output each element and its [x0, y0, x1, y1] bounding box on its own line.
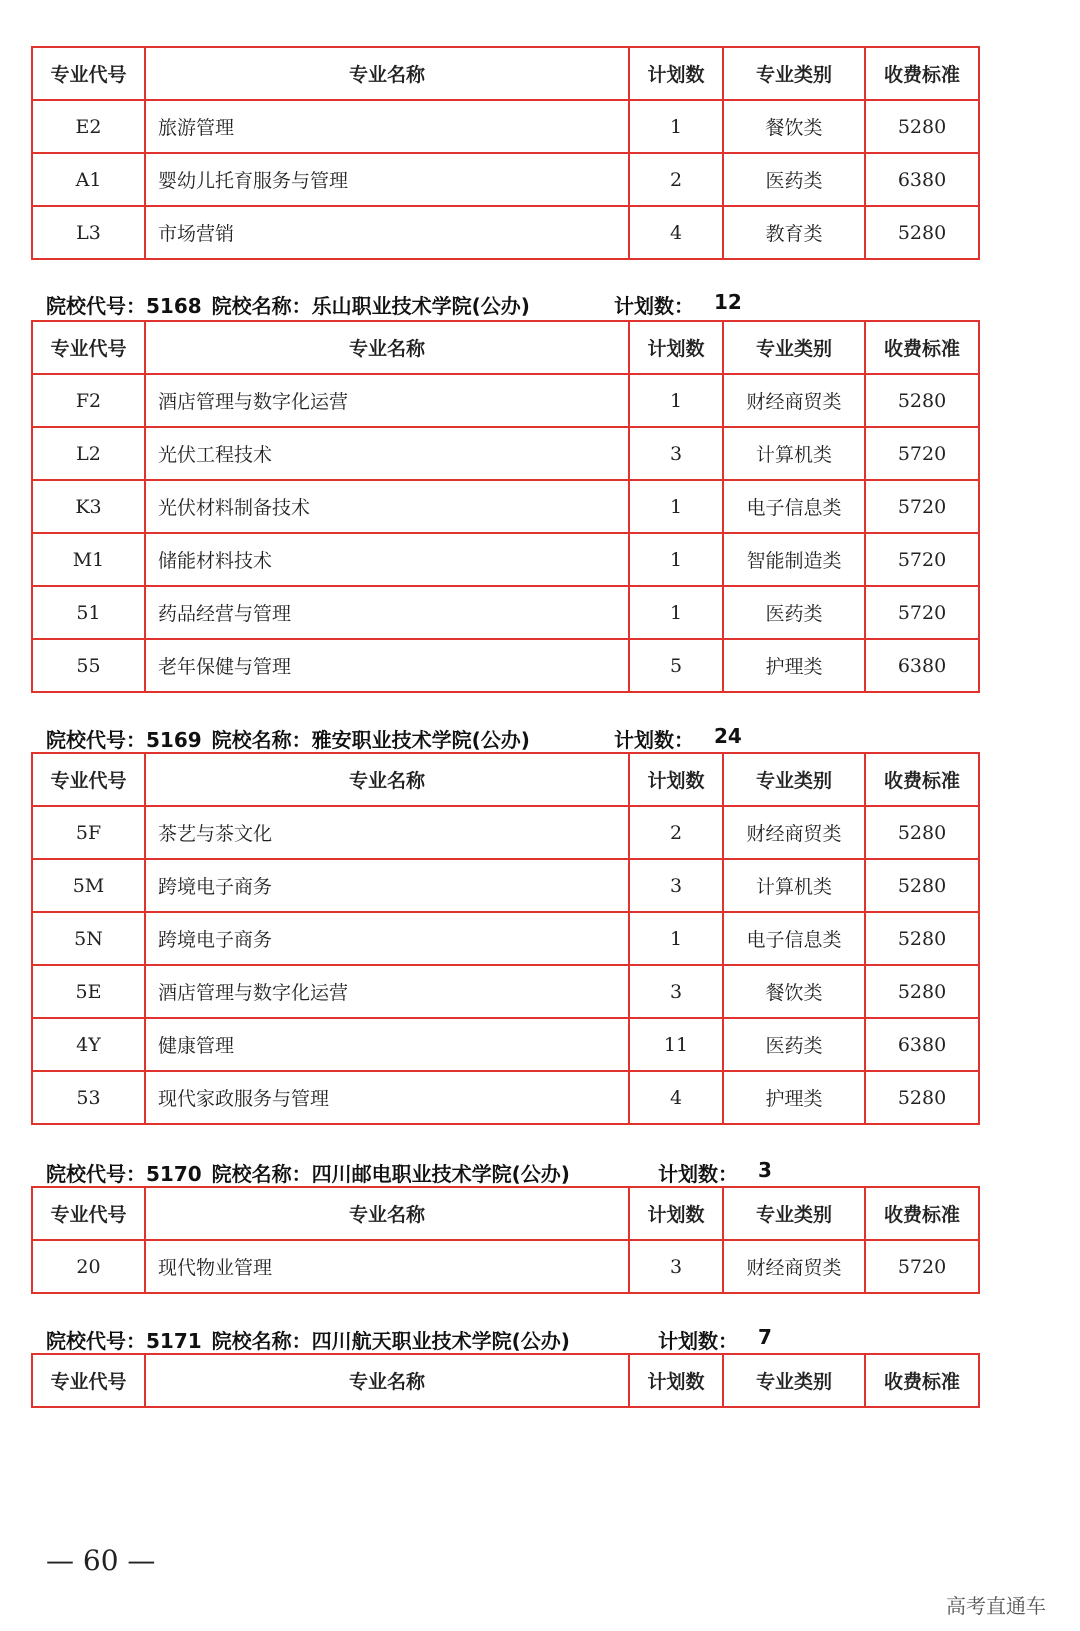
table-row: [32, 153, 979, 206]
school-name: 雅安职业技术学院(公办): [311, 728, 530, 752]
major-name-cell: 酒店管理与数字化运营: [145, 374, 629, 427]
table-row: [32, 1018, 979, 1071]
school-plan-label: 计划数：: [614, 294, 694, 318]
column-header: 专业名称: [145, 321, 629, 374]
school-plan-count: 24: [714, 724, 742, 748]
fee-cell: 5720: [865, 1240, 979, 1293]
column-header: 专业代号: [32, 1187, 145, 1240]
school-heading: [46, 1325, 772, 1354]
major-code-cell: 20: [32, 1240, 145, 1293]
fee-cell: 5280: [865, 1071, 979, 1124]
fee-cell: 5280: [865, 912, 979, 965]
table-row: [32, 639, 979, 692]
plan-count-cell: 1: [629, 912, 723, 965]
school-code: 5170: [146, 1162, 202, 1186]
major-name-cell: 市场营销: [145, 206, 629, 259]
fee-cell: 5280: [865, 374, 979, 427]
major-name-cell: 药品经营与管理: [145, 586, 629, 639]
major-name-cell: 旅游管理: [145, 100, 629, 153]
table-row: [32, 100, 979, 153]
column-header: 专业类别: [723, 47, 865, 100]
major-category-cell: 电子信息类: [723, 912, 865, 965]
column-header: 专业类别: [723, 753, 865, 806]
fee-cell: 5720: [865, 480, 979, 533]
table-row: [32, 1240, 979, 1293]
major-table: [31, 46, 980, 260]
major-name-cell: 婴幼儿托育服务与管理: [145, 153, 629, 206]
major-table: [31, 1186, 980, 1294]
column-header: 专业类别: [723, 321, 865, 374]
plan-count-cell: 3: [629, 965, 723, 1018]
school-plan-count: 12: [714, 290, 742, 314]
plan-count-cell: 4: [629, 1071, 723, 1124]
major-category-cell: 医药类: [723, 1018, 865, 1071]
major-name-cell: 健康管理: [145, 1018, 629, 1071]
major-table: [31, 1353, 980, 1408]
table-row: [32, 427, 979, 480]
fee-cell: 5280: [865, 100, 979, 153]
column-header: 专业代号: [32, 321, 145, 374]
column-header: 收费标准: [865, 1354, 979, 1407]
plan-count-cell: 2: [629, 153, 723, 206]
major-category-cell: 医药类: [723, 153, 865, 206]
major-code-cell: 4Y: [32, 1018, 145, 1071]
major-code-cell: E2: [32, 100, 145, 153]
column-header: 收费标准: [865, 321, 979, 374]
school-plan-count: 3: [758, 1158, 772, 1182]
column-header: 计划数: [629, 1187, 723, 1240]
major-category-cell: 财经商贸类: [723, 374, 865, 427]
major-category-cell: 电子信息类: [723, 480, 865, 533]
major-category-cell: 教育类: [723, 206, 865, 259]
major-code-cell: M1: [32, 533, 145, 586]
watermark-text: 高考直通车: [946, 1594, 1046, 1618]
table-row: [32, 859, 979, 912]
major-name-cell: 老年保健与管理: [145, 639, 629, 692]
school-code-label: 院校代号：: [46, 1162, 146, 1186]
fee-cell: 5280: [865, 965, 979, 1018]
column-header: 专业名称: [145, 753, 629, 806]
table-row: [32, 533, 979, 586]
major-name-cell: 光伏材料制备技术: [145, 480, 629, 533]
table-row: [32, 374, 979, 427]
major-category-cell: 计算机类: [723, 427, 865, 480]
school-code: 5169: [146, 728, 202, 752]
major-category-cell: 财经商贸类: [723, 1240, 865, 1293]
page-number: — 60 —: [46, 1544, 156, 1577]
plan-count-cell: 3: [629, 427, 723, 480]
column-header: 专业代号: [32, 1354, 145, 1407]
column-header: 专业代号: [32, 753, 145, 806]
major-code-cell: L3: [32, 206, 145, 259]
major-category-cell: 餐饮类: [723, 100, 865, 153]
table-header-row: [32, 321, 979, 374]
fee-cell: 6380: [865, 639, 979, 692]
fee-cell: 5280: [865, 806, 979, 859]
table-row: [32, 806, 979, 859]
school-plan-count: 7: [758, 1325, 772, 1349]
major-code-cell: F2: [32, 374, 145, 427]
major-code-cell: 51: [32, 586, 145, 639]
table-row: [32, 206, 979, 259]
major-name-cell: 跨境电子商务: [145, 912, 629, 965]
school-name: 四川邮电职业技术学院(公办): [311, 1162, 570, 1186]
table-header-row: [32, 47, 979, 100]
plan-count-cell: 1: [629, 586, 723, 639]
major-name-cell: 现代物业管理: [145, 1240, 629, 1293]
column-header: 计划数: [629, 47, 723, 100]
major-code-cell: K3: [32, 480, 145, 533]
table-row: [32, 912, 979, 965]
school-code-label: 院校代号：: [46, 728, 146, 752]
plan-count-cell: 11: [629, 1018, 723, 1071]
major-name-cell: 储能材料技术: [145, 533, 629, 586]
major-category-cell: 医药类: [723, 586, 865, 639]
fee-cell: 5280: [865, 206, 979, 259]
column-header: 计划数: [629, 753, 723, 806]
fee-cell: 5720: [865, 533, 979, 586]
major-name-cell: 现代家政服务与管理: [145, 1071, 629, 1124]
major-code-cell: A1: [32, 153, 145, 206]
column-header: 收费标准: [865, 47, 979, 100]
plan-count-cell: 2: [629, 806, 723, 859]
school-name: 四川航天职业技术学院(公办): [311, 1329, 570, 1353]
school-plan-label: 计划数：: [658, 1162, 738, 1186]
major-code-cell: 5M: [32, 859, 145, 912]
column-header: 专业类别: [723, 1187, 865, 1240]
major-code-cell: 5F: [32, 806, 145, 859]
table-row: [32, 965, 979, 1018]
plan-count-cell: 3: [629, 859, 723, 912]
major-table: [31, 752, 980, 1125]
fee-cell: 6380: [865, 1018, 979, 1071]
column-header: 收费标准: [865, 753, 979, 806]
plan-count-cell: 1: [629, 100, 723, 153]
table-header-row: [32, 1354, 979, 1407]
school-plan-label: 计划数：: [614, 728, 694, 752]
major-code-cell: 5E: [32, 965, 145, 1018]
plan-count-cell: 5: [629, 639, 723, 692]
major-name-cell: 酒店管理与数字化运营: [145, 965, 629, 1018]
column-header: 计划数: [629, 321, 723, 374]
table-row: [32, 586, 979, 639]
school-code-label: 院校代号：: [46, 1329, 146, 1353]
school-code: 5168: [146, 294, 202, 318]
school-plan-label: 计划数：: [658, 1329, 738, 1353]
major-code-cell: 53: [32, 1071, 145, 1124]
major-table: [31, 320, 980, 693]
major-name-cell: 跨境电子商务: [145, 859, 629, 912]
school-heading: [46, 290, 742, 319]
column-header: 专业代号: [32, 47, 145, 100]
table-row: [32, 1071, 979, 1124]
school-code: 5171: [146, 1329, 202, 1353]
column-header: 计划数: [629, 1354, 723, 1407]
school-heading: [46, 724, 742, 753]
column-header: 专业名称: [145, 1354, 629, 1407]
table-header-row: [32, 1187, 979, 1240]
major-category-cell: 餐饮类: [723, 965, 865, 1018]
major-name-cell: 茶艺与茶文化: [145, 806, 629, 859]
major-name-cell: 光伏工程技术: [145, 427, 629, 480]
major-category-cell: 护理类: [723, 639, 865, 692]
major-category-cell: 智能制造类: [723, 533, 865, 586]
table-header-row: [32, 753, 979, 806]
school-name: 乐山职业技术学院(公办): [311, 294, 530, 318]
plan-count-cell: 1: [629, 533, 723, 586]
plan-count-cell: 1: [629, 374, 723, 427]
fee-cell: 5280: [865, 859, 979, 912]
major-category-cell: 护理类: [723, 1071, 865, 1124]
table-row: [32, 480, 979, 533]
school-name-label: 院校名称：: [211, 1162, 312, 1186]
column-header: 专业名称: [145, 1187, 629, 1240]
column-header: 收费标准: [865, 1187, 979, 1240]
school-name-label: 院校名称：: [211, 294, 312, 318]
major-code-cell: L2: [32, 427, 145, 480]
plan-count-cell: 1: [629, 480, 723, 533]
major-category-cell: 财经商贸类: [723, 806, 865, 859]
column-header: 专业类别: [723, 1354, 865, 1407]
major-code-cell: 55: [32, 639, 145, 692]
plan-count-cell: 3: [629, 1240, 723, 1293]
fee-cell: 6380: [865, 153, 979, 206]
fee-cell: 5720: [865, 427, 979, 480]
fee-cell: 5720: [865, 586, 979, 639]
school-heading: [46, 1158, 772, 1187]
major-category-cell: 计算机类: [723, 859, 865, 912]
major-code-cell: 5N: [32, 912, 145, 965]
school-code-label: 院校代号：: [46, 294, 146, 318]
school-name-label: 院校名称：: [211, 1329, 312, 1353]
plan-count-cell: 4: [629, 206, 723, 259]
school-name-label: 院校名称：: [211, 728, 312, 752]
column-header: 专业名称: [145, 47, 629, 100]
